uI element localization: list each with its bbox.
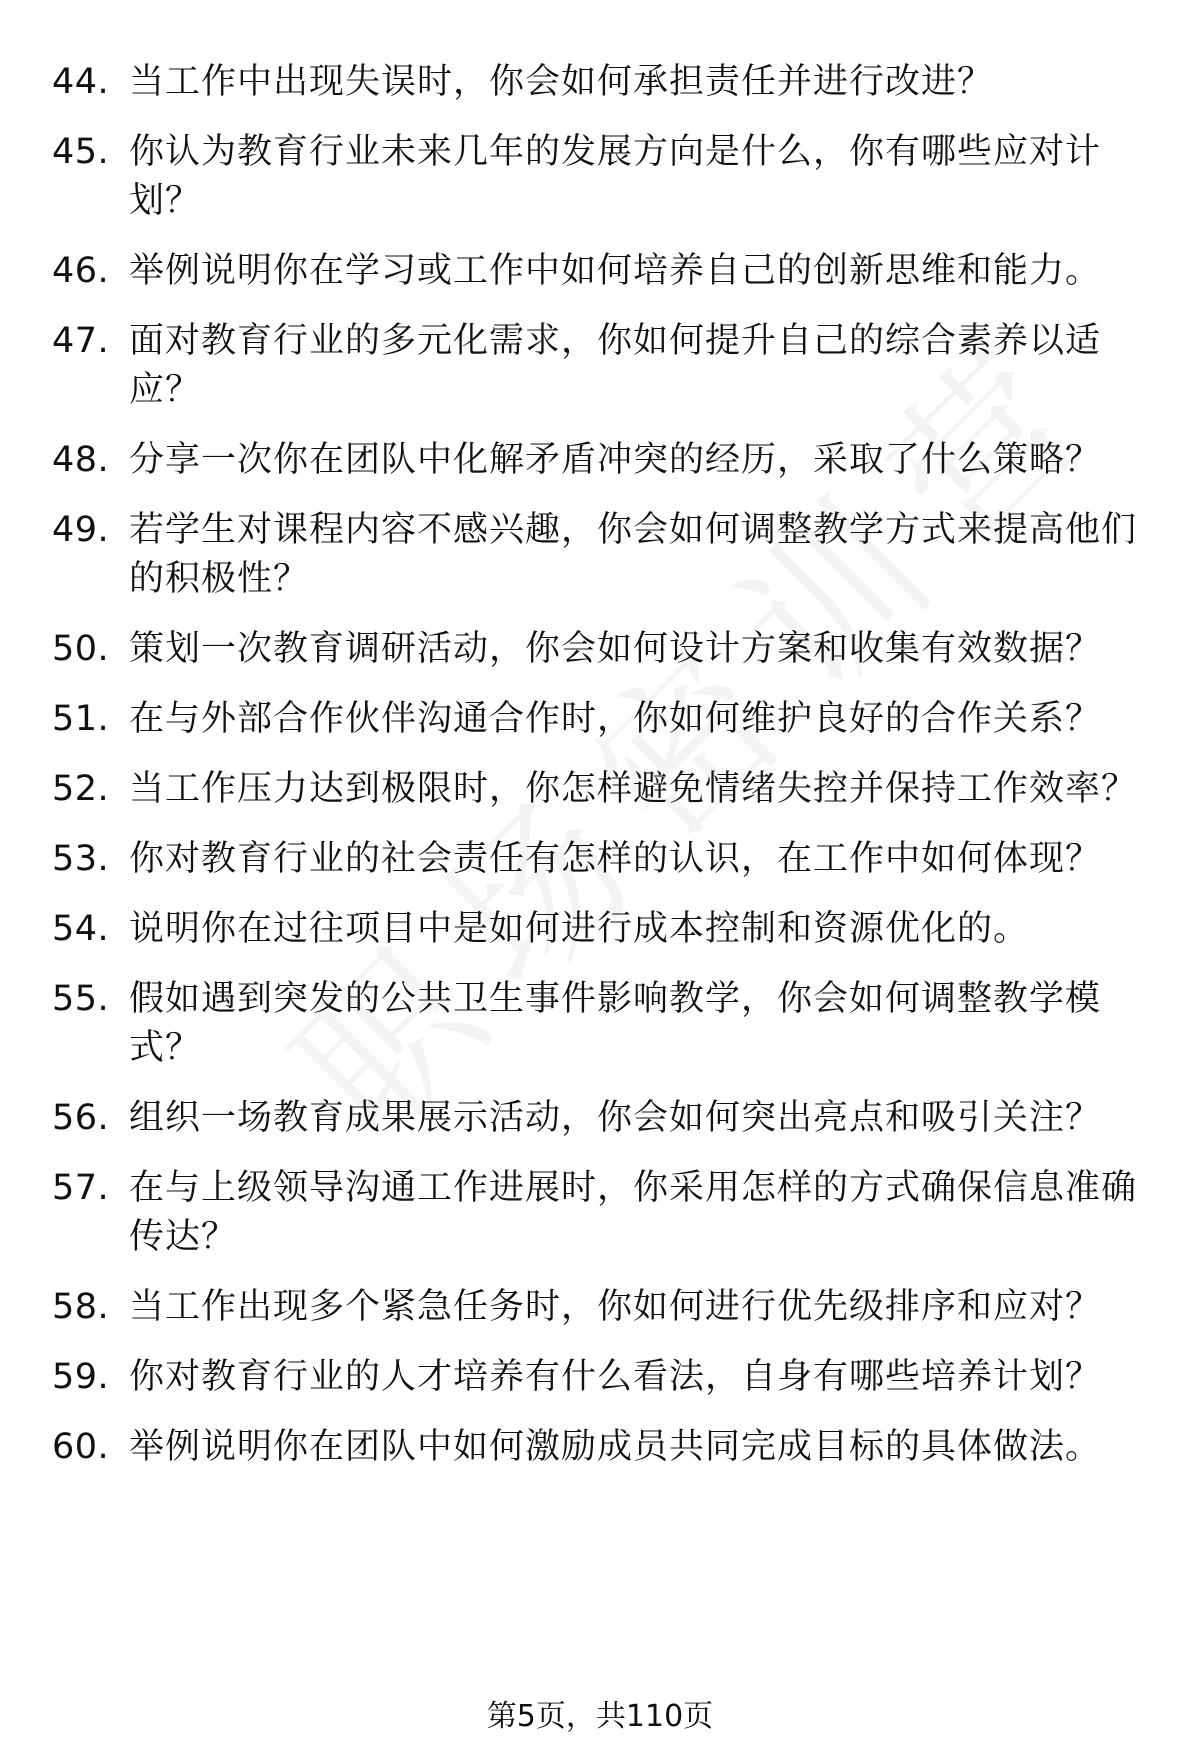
list-item	[52, 506, 1152, 604]
question-text: 在与上级领导沟通工作进展时，你采用怎样的方式确保信息准确传达？	[129, 1168, 1138, 1257]
question-text: 若学生对课程内容不感兴趣，你会如何调整教学方式来提高他们的积极性？	[129, 510, 1138, 599]
question-list	[52, 58, 1152, 1493]
question-text: 面对教育行业的多元化需求，你如何提升自己的综合素养以适应？	[129, 321, 1102, 410]
list-item	[52, 317, 1152, 415]
list-item	[52, 1283, 1152, 1332]
question-text: 当工作中出现失误时，你会如何承担责任并进行改进？	[129, 62, 994, 102]
question-number: 54.	[52, 909, 110, 949]
question-number: 50.	[52, 629, 110, 669]
question-text: 举例说明你在学习或工作中如何培养自己的创新思维和能力。	[129, 251, 1102, 291]
question-text: 在与外部合作伙伴沟通合作时，你如何维护良好的合作关系？	[129, 699, 1102, 739]
question-number: 44.	[52, 62, 110, 102]
list-item	[52, 625, 1152, 674]
question-text: 假如遇到突发的公共卫生事件影响教学，你会如何调整教学模式？	[129, 979, 1102, 1068]
list-item	[52, 695, 1152, 744]
question-text: 策划一次教育调研活动，你会如何设计方案和收集有效数据？	[129, 629, 1102, 669]
question-text: 你认为教育行业未来几年的发展方向是什么，你有哪些应对计划？	[129, 132, 1102, 221]
question-number: 58.	[52, 1287, 110, 1327]
list-item	[52, 1094, 1152, 1143]
question-number: 56.	[52, 1098, 110, 1138]
question-number: 60.	[52, 1427, 110, 1467]
list-item	[52, 1353, 1152, 1402]
question-text: 当工作压力达到极限时，你怎样避免情绪失控并保持工作效率？	[129, 769, 1138, 809]
list-item	[52, 835, 1152, 884]
question-number: 59.	[52, 1357, 110, 1397]
page-number-footer: 第5页，共110页	[486, 1699, 714, 1734]
question-text: 举例说明你在团队中如何激励成员共同完成目标的具体做法。	[129, 1427, 1102, 1467]
list-item	[52, 1164, 1152, 1262]
question-number: 53.	[52, 839, 110, 879]
question-text: 组织一场教育成果展示活动，你会如何突出亮点和吸引关注？	[129, 1098, 1102, 1138]
question-number: 55.	[52, 979, 110, 1019]
list-item	[52, 436, 1152, 485]
list-item	[52, 975, 1152, 1073]
question-number: 52.	[52, 769, 110, 809]
list-item	[52, 905, 1152, 954]
list-item	[52, 247, 1152, 296]
question-text: 你对教育行业的人才培养有什么看法，自身有哪些培养计划？	[129, 1357, 1102, 1397]
question-number: 46.	[52, 251, 110, 291]
question-text: 分享一次你在团队中化解矛盾冲突的经历，采取了什么策略？	[129, 440, 1102, 480]
question-number: 45.	[52, 132, 110, 172]
question-number: 57.	[52, 1168, 110, 1208]
list-item	[52, 58, 1152, 107]
question-number: 48.	[52, 440, 110, 480]
question-number: 49.	[52, 510, 110, 550]
list-item	[52, 1423, 1152, 1472]
question-text: 当工作出现多个紧急任务时，你如何进行优先级排序和应对？	[129, 1287, 1102, 1327]
question-number: 51.	[52, 699, 110, 739]
question-number: 47.	[52, 321, 110, 361]
question-text: 说明你在过往项目中是如何进行成本控制和资源优化的。	[129, 909, 1030, 949]
question-text: 你对教育行业的社会责任有怎样的认识，在工作中如何体现？	[129, 839, 1102, 879]
list-item	[52, 128, 1152, 226]
list-item	[52, 765, 1152, 814]
